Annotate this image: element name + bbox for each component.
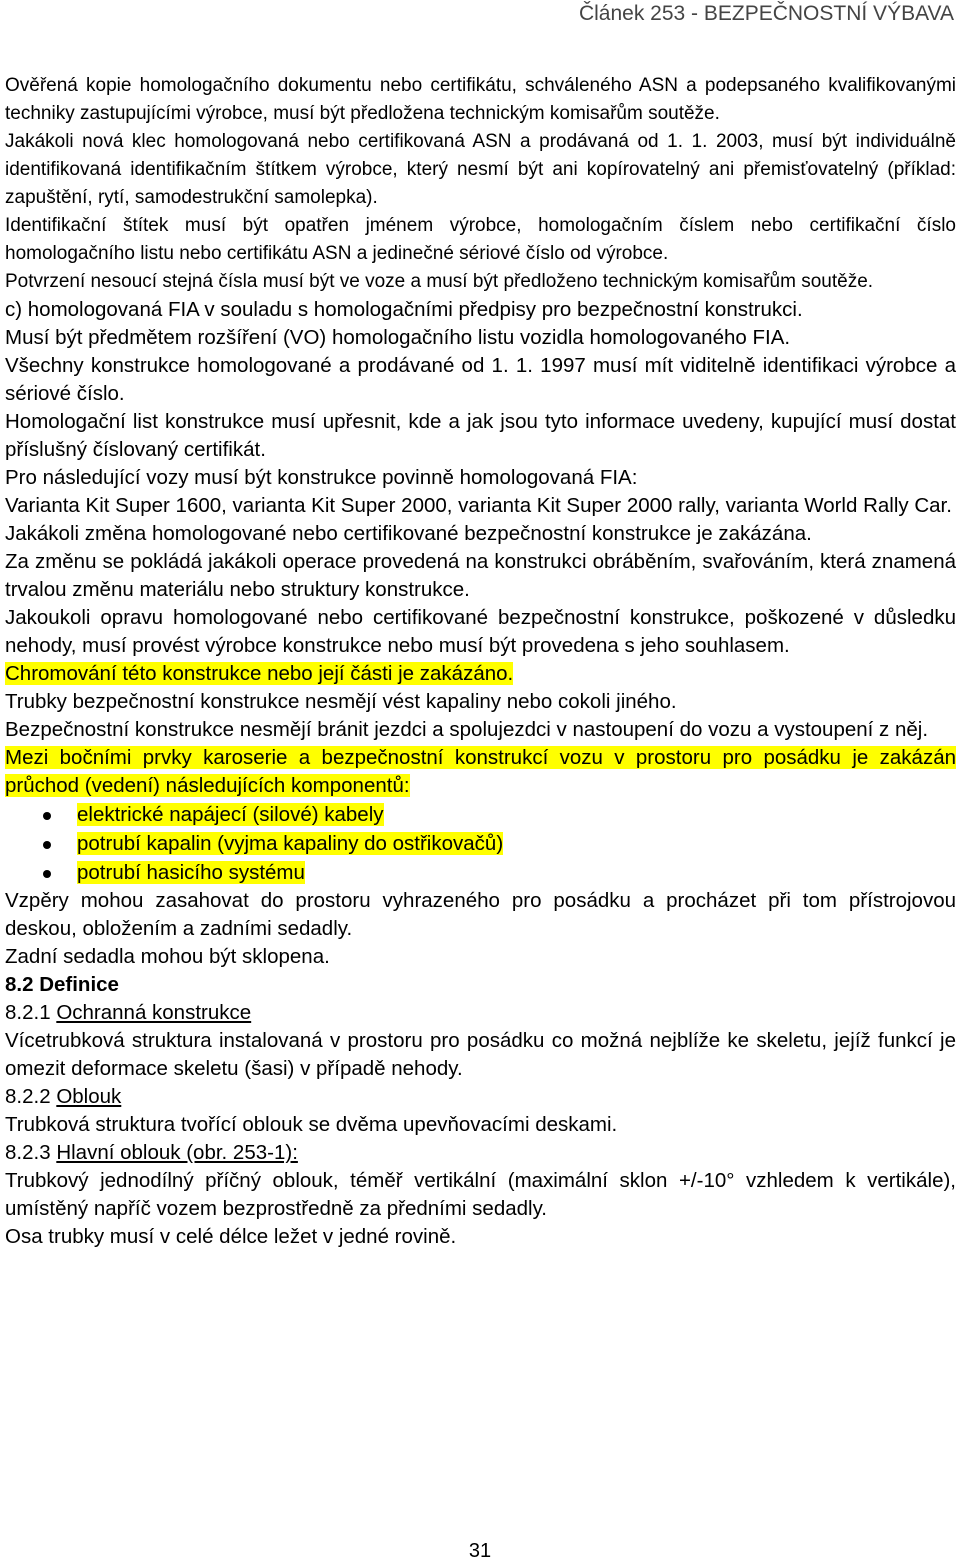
list-item	[5, 858, 956, 887]
definition-text: Trubkový jednodílný příčný oblouk, téměř vertikální (maximální sklon +/-10° vzhledem k vertikále), umístěný napříč vozem bezprostředně za předními sedadly.	[5, 1169, 956, 1220]
paragraph: Varianta Kit Super 1600, varianta Kit Super 2000, varianta Kit Super 2000 rally, varianta World Rally Car.	[5, 494, 952, 517]
paragraph: Homologační list konstrukce musí upřesnit, kde a jak jsou tyto informace uvedeny, kupující musí dostat příslušný číslovaný certifikát.	[5, 410, 956, 461]
paragraph: Musí být předmětem rozšíření (VO) homologačního listu vozidla homologovaného FIA.	[5, 326, 791, 349]
definition-name: Ochranná konstrukce	[56, 1001, 252, 1024]
definition-number: 8.2.2	[5, 1085, 51, 1108]
document-body	[5, 72, 956, 1251]
definition-text: Osa trubky musí v celé délce ležet v jedné rovině.	[5, 1225, 457, 1248]
component-list	[5, 800, 956, 887]
definition-title	[5, 999, 956, 1027]
paragraph: Identifikační štítek musí být opatřen jménem výrobce, homologačním číslem nebo certifikační číslo homologačního listu nebo certifikátu ASN a jedinečné sériové číslo od výrobce.	[5, 215, 956, 264]
definition-title	[5, 1139, 956, 1167]
paragraph: Trubky bezpečnostní konstrukce nesmějí vést kapaliny nebo cokoli jiného.	[5, 690, 677, 713]
list-item-text: potrubí hasicího systému	[77, 861, 305, 884]
definition-number: 8.2.1	[5, 1001, 51, 1024]
highlighted-paragraph	[5, 744, 956, 800]
paragraph: Vzpěry mohou zasahovat do prostoru vyhrazeného pro posádku a procházet při tom přístrojovou deskou, obložením a zadními sedadly.	[5, 889, 956, 940]
paragraph: Potvrzení nesoucí stejná čísla musí být ve voze a musí být předloženo technickým komisařům soutěže.	[5, 271, 874, 292]
definition-text: Trubková struktura tvořící oblouk se dvěma upevňovacími deskami.	[5, 1113, 618, 1136]
list-item	[5, 829, 956, 858]
paragraph: Bezpečnostní konstrukce nesmějí bránit jezdci a spolujezdci v nastoupení do vozu a vystoupení z něj.	[5, 718, 929, 741]
bullet-icon	[43, 841, 51, 849]
bullet-icon	[43, 812, 51, 820]
paragraph: Ověřená kopie homologačního dokumentu nebo certifikátu, schváleného ASN a podepsaného kvalifikovanými techniky zastupujícími výrobce, musí být předložena technickým komisařům soutěže.	[5, 75, 956, 124]
section-heading: 8.2 Definice	[5, 973, 119, 996]
paragraph: Jakákoli nová klec homologovaná nebo certifikovaná ASN a prodávaná od 1. 1. 2003, musí být individuálně identifikovaná identifikačním štítkem výrobce, který nesmí být ani kopírovatelný ani přemisťovatelný (příklad: zapuštění, rytí, samodestrukční samolepka).	[5, 131, 956, 208]
definition-name: Oblouk	[56, 1085, 122, 1108]
paragraph: Za změnu se pokládá jakákoli operace provedená na konstrukci obráběním, svařováním, která znamená trvalou změnu materiálu nebo struktury konstrukce.	[5, 550, 956, 601]
definition-title	[5, 1083, 956, 1111]
paragraph: Jakoukoli opravu homologované nebo certifikované bezpečnostní konstrukce, poškozené v důsledku nehody, musí provést výrobce konstrukce nebo musí být provedena s jeho souhlasem.	[5, 606, 956, 657]
definition-text: Vícetrubková struktura instalovaná v prostoru pro posádku co možná nejblíže ke skeletu, jejíž funkcí je omezit deformace skeletu (šasi) v případě nehody.	[5, 1029, 956, 1080]
page-number: 31	[468, 1540, 492, 1562]
page-header-title: Článek 253 - BEZPEČNOSTNÍ VÝBAVA	[578, 2, 954, 25]
paragraph: Pro následující vozy musí být konstrukce povinně homologovaná FIA:	[5, 466, 638, 489]
highlight-text: Mezi bočními prvky karoserie a bezpečnostní konstrukcí vozu v prostoru pro posádku je zakázán průchod (vedení) následujících komponentů:	[5, 746, 956, 797]
paragraph: Jakákoli změna homologované nebo certifikované bezpečnostní konstrukce je zakázána.	[5, 522, 812, 545]
list-item-text: potrubí kapalin (vyjma kapaliny do ostřikovačů)	[77, 832, 504, 855]
list-item	[5, 800, 956, 829]
highlight-text: Chromování této konstrukce nebo její části je zakázáno.	[5, 662, 514, 685]
paragraph: Všechny konstrukce homologované a prodávané od 1. 1. 1997 musí mít viditelně identifikaci výrobce a sériové číslo.	[5, 354, 956, 405]
highlighted-paragraph	[5, 660, 956, 688]
list-item-text: elektrické napájecí (silové) kabely	[77, 803, 384, 826]
paragraph: c) homologovaná FIA v souladu s homologačními předpisy pro bezpečnostní konstrukci.	[5, 298, 803, 321]
paragraph: Zadní sedadla mohou být sklopena.	[5, 945, 330, 968]
definition-name: Hlavní oblouk (obr. 253-1):	[56, 1141, 298, 1164]
definition-number: 8.2.3	[5, 1141, 51, 1164]
bullet-icon	[43, 870, 51, 878]
